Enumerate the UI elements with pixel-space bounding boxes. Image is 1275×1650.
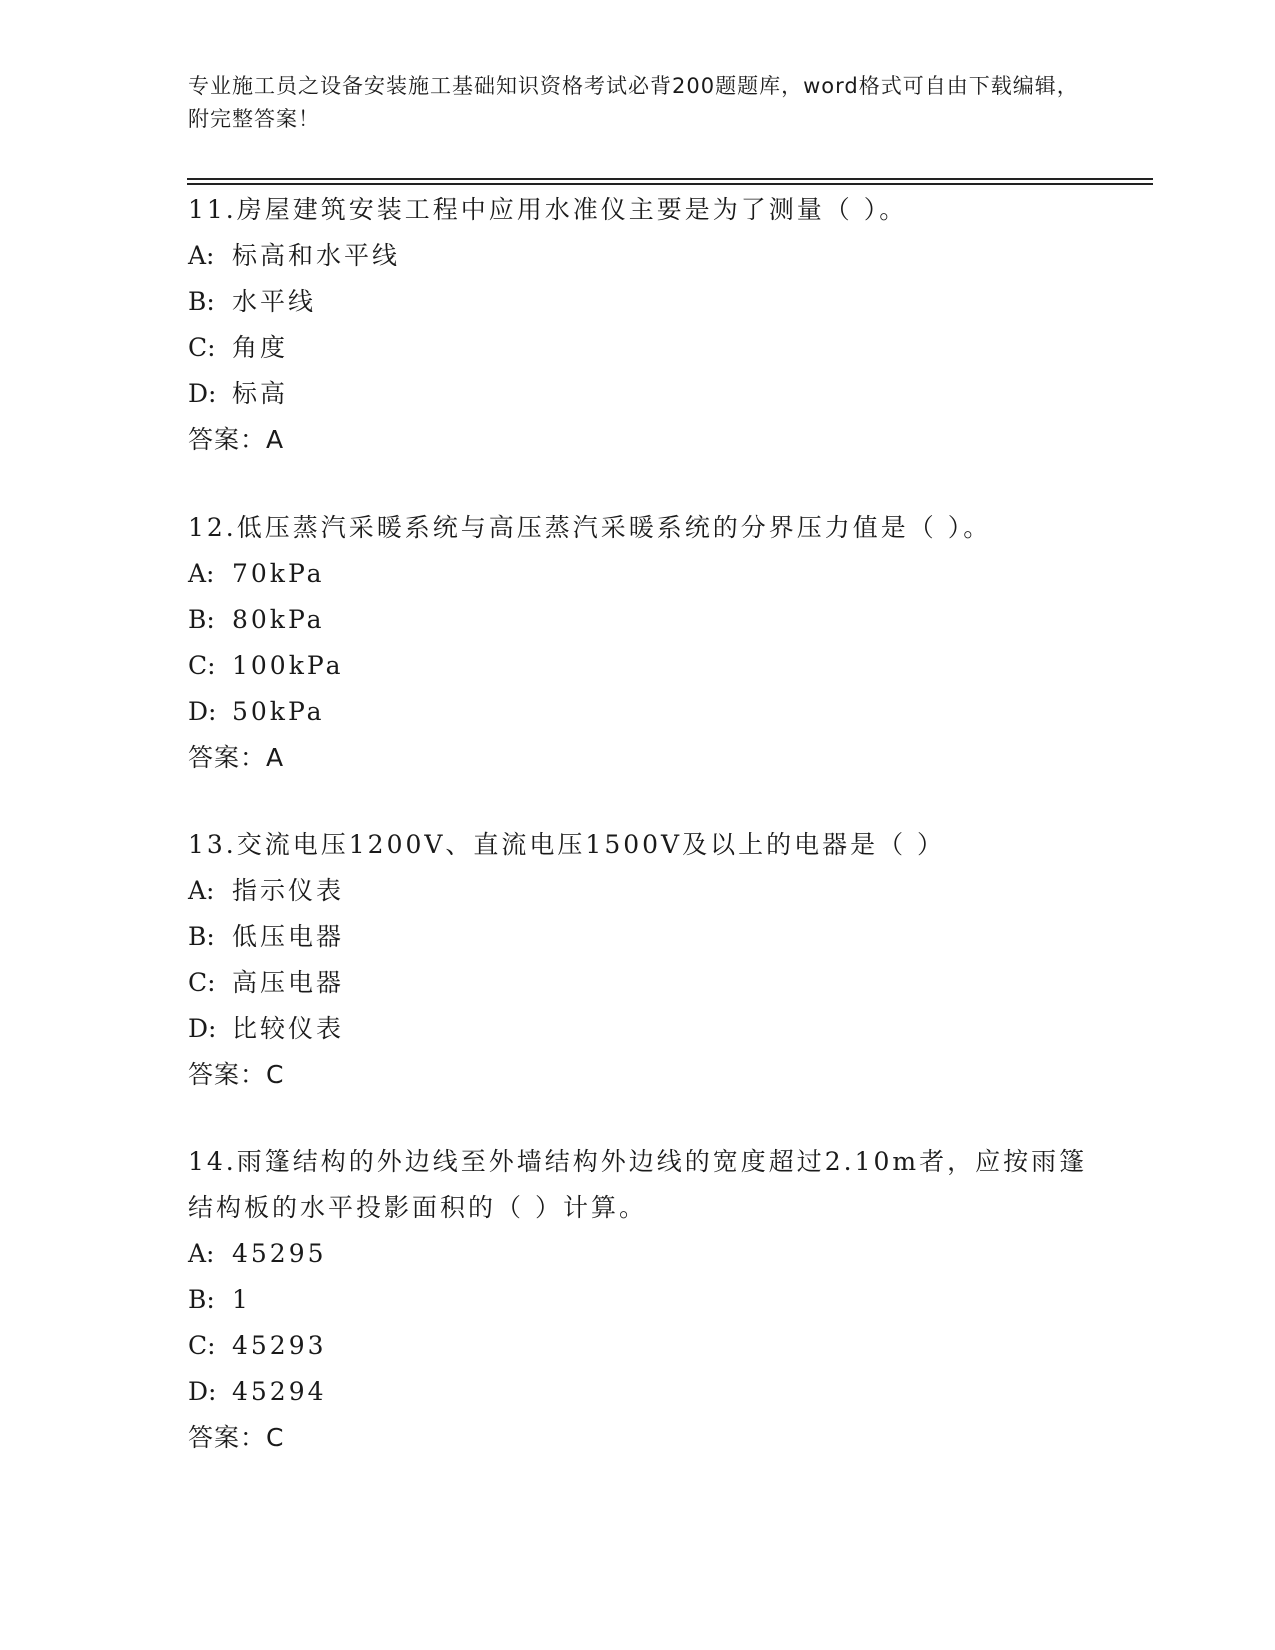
answer-line: 答案：C xyxy=(188,1060,285,1089)
answer-line: 答案：C xyxy=(188,1423,285,1452)
option-a xyxy=(188,1231,1088,1277)
option-text: 高压电器 xyxy=(232,968,345,997)
option-c xyxy=(188,1323,1088,1369)
option-label: C: xyxy=(188,651,216,680)
option-text: 45293 xyxy=(232,1331,327,1360)
answer-line: 答案：A xyxy=(188,743,285,772)
option-c xyxy=(188,643,1088,689)
question-14 xyxy=(188,1139,1088,1461)
option-text: 比较仪表 xyxy=(232,1014,345,1043)
answer-line: 答案：A xyxy=(188,425,285,454)
header-divider-bottom xyxy=(187,183,1153,185)
option-label: C: xyxy=(188,333,216,362)
option-d xyxy=(188,689,1088,735)
option-text: 标高 xyxy=(232,379,289,408)
option-b xyxy=(188,279,1088,325)
option-label: A: xyxy=(188,876,215,905)
option-label: A: xyxy=(188,241,215,270)
option-label: D: xyxy=(188,1377,217,1406)
option-text: 低压电器 xyxy=(232,922,345,951)
option-text: 100kPa xyxy=(232,651,344,680)
option-label: C: xyxy=(188,968,216,997)
option-text: 50kPa xyxy=(232,697,325,726)
option-label: B: xyxy=(188,605,215,634)
option-text: 80kPa xyxy=(232,605,325,634)
option-a xyxy=(188,868,1088,914)
option-text: 70kPa xyxy=(232,559,325,588)
document-title: 专业施工员之设备安装施工基础知识资格考试必背200题题库，word格式可自由下载编辑，附完整答案！ xyxy=(188,74,1079,131)
option-text: 角度 xyxy=(232,333,289,362)
option-b xyxy=(188,597,1088,643)
option-label: B: xyxy=(188,922,215,951)
option-b xyxy=(188,1277,1088,1323)
option-c xyxy=(188,325,1088,371)
option-b xyxy=(188,914,1088,960)
option-c xyxy=(188,960,1088,1006)
question-stem: 11.房屋建筑安装工程中应用水准仪主要是为了测量（ ）。 xyxy=(188,195,908,224)
option-text: 1 xyxy=(232,1285,251,1314)
option-label: A: xyxy=(188,559,215,588)
question-stem: 12.低压蒸汽采暖系统与高压蒸汽采暖系统的分界压力值是（ ）。 xyxy=(188,513,992,542)
option-a xyxy=(188,551,1088,597)
question-stem: 14.雨篷结构的外边线至外墙结构外边线的宽度超过2.10m者，应按雨篷结构板的水平投影面积的（ ）计算。 xyxy=(188,1147,1088,1222)
option-label: D: xyxy=(188,1014,217,1043)
question-stem: 13.交流电压1200V、直流电压1500V及以上的电器是（ ） xyxy=(188,830,946,859)
option-label: D: xyxy=(188,379,217,408)
option-text: 标高和水平线 xyxy=(232,241,401,270)
option-text: 水平线 xyxy=(232,287,317,316)
option-label: D: xyxy=(188,697,217,726)
option-text: 指示仪表 xyxy=(232,876,345,905)
header-divider-top xyxy=(187,178,1153,180)
option-label: B: xyxy=(188,287,215,316)
option-a xyxy=(188,233,1088,279)
option-label: A: xyxy=(188,1239,215,1268)
option-d xyxy=(188,1006,1088,1052)
option-label: C: xyxy=(188,1331,216,1360)
option-d xyxy=(188,1369,1088,1415)
option-label: B: xyxy=(188,1285,215,1314)
question-11 xyxy=(188,187,1088,463)
question-13 xyxy=(188,822,1088,1098)
option-d xyxy=(188,371,1088,417)
option-text: 45294 xyxy=(232,1377,327,1406)
option-text: 45295 xyxy=(232,1239,327,1268)
question-12 xyxy=(188,505,1088,781)
